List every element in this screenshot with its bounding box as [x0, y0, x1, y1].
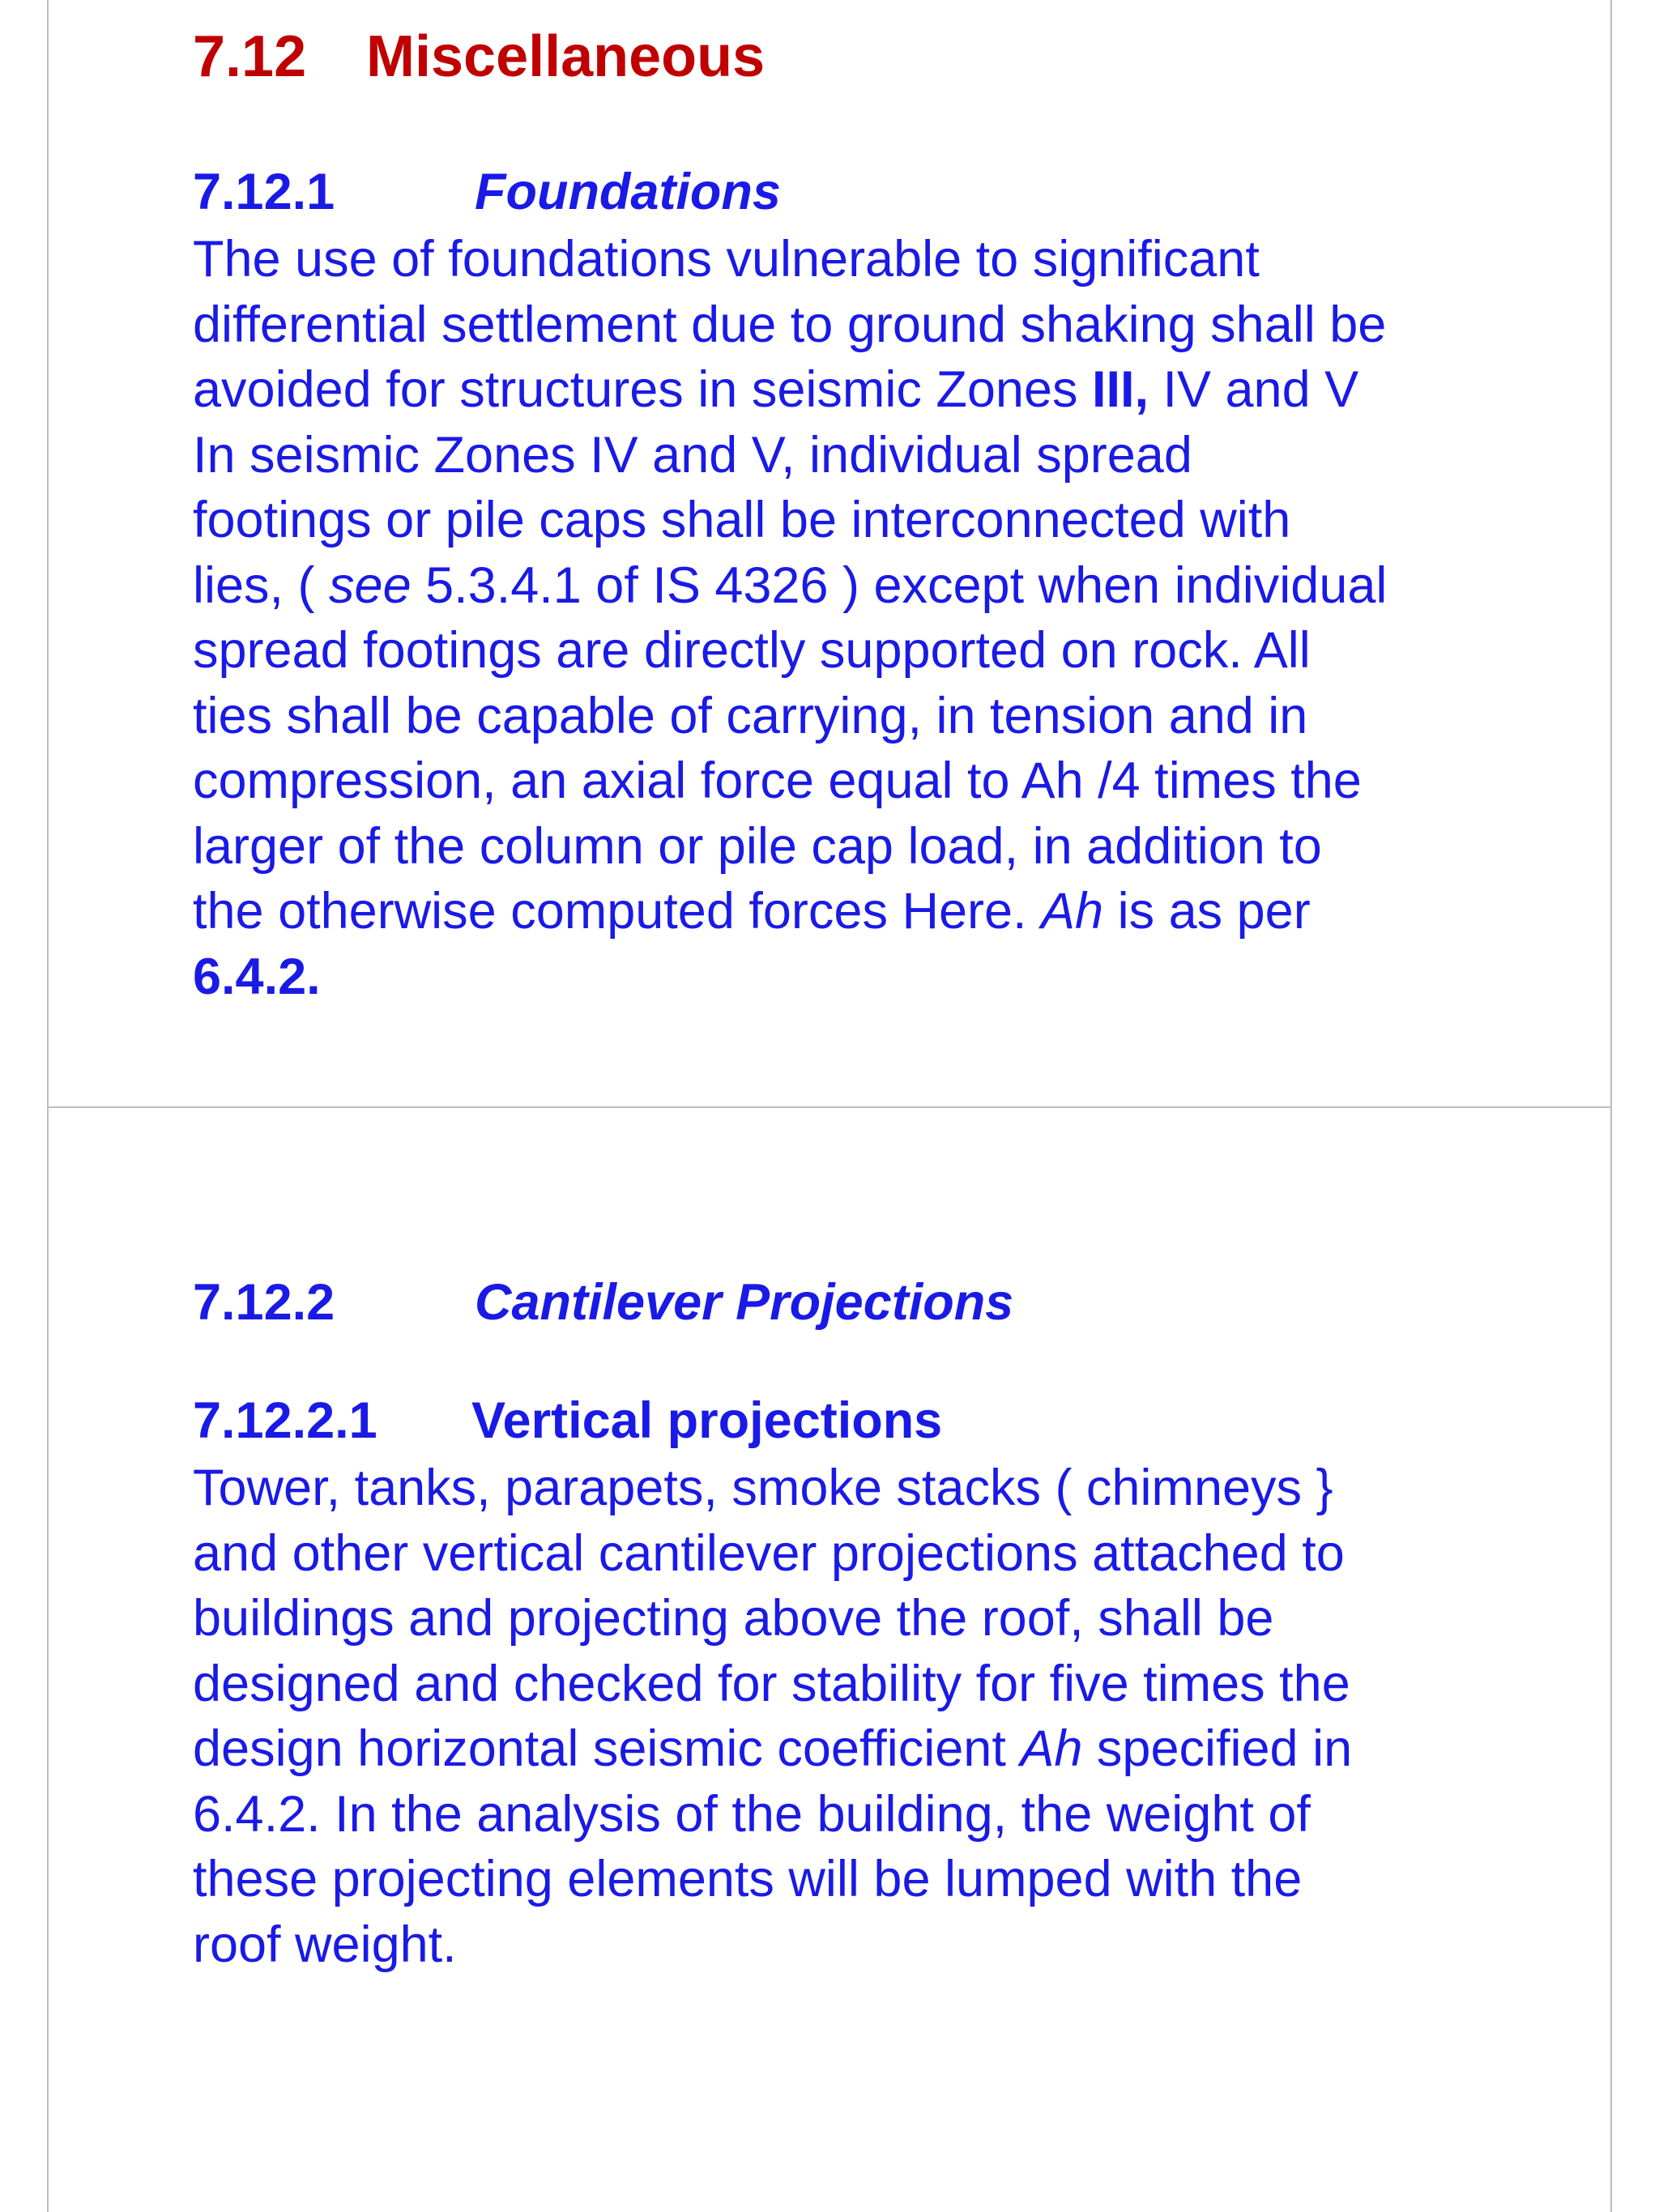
- slide-foundations: [193, 16, 1554, 1009]
- text-line: compression, an axial force equal to Ah /4 times the: [193, 752, 1362, 809]
- text-line: larger of the column or pile cap load, in addition to: [193, 817, 1322, 875]
- text-line: design horizontal seismic coefficient Ah specified in: [193, 1720, 1353, 1777]
- bold-reference: 6.4.2.: [193, 948, 321, 1005]
- main-heading: [193, 16, 1554, 97]
- bold-zone: III,: [1091, 361, 1149, 418]
- italic-ah: Ah: [1041, 883, 1104, 940]
- text-line: roof weight.: [193, 1916, 457, 1973]
- text-line: designed and checked for stability for five times the: [193, 1655, 1350, 1712]
- main-heading-title: Miscellaneous: [366, 24, 766, 89]
- text-line: these projecting elements will be lumped with the: [193, 1851, 1303, 1907]
- section-heading-cantilever: [193, 1268, 1554, 1337]
- text-line: The use of foundations vulnerable to significant: [193, 231, 1260, 288]
- subsection-title: Vertical projections: [471, 1392, 943, 1449]
- text-line: ties shall be capable of carrying, in tension and in: [193, 687, 1308, 744]
- text-line: differential settlement due to ground shaking shall be: [193, 296, 1387, 353]
- section-number: 7.12.1: [193, 164, 335, 220]
- italic-see: see: [329, 556, 412, 614]
- subsection-heading-vertical: [193, 1386, 1554, 1455]
- text-line: buildings and projecting above the roof, shall be: [193, 1590, 1274, 1647]
- text-line: In seismic Zones IV and V, individual spread: [193, 426, 1192, 484]
- text-line: spread footings are directly supported on rock. All: [193, 622, 1311, 679]
- main-heading-number: 7.12: [193, 24, 307, 89]
- text-line: the otherwise computed forces Here. Ah is as per: [193, 883, 1311, 940]
- foundations-paragraph: [193, 227, 1554, 1009]
- slide-cantilever: [193, 1268, 1554, 1977]
- text-line: lies, ( see 5.3.4.1 of IS 4326 ) except when individual: [193, 556, 1388, 614]
- text-line: 6.4.2. In the analysis of the building, the weight of: [193, 1785, 1311, 1843]
- text-line: Tower, tanks, parapets, smoke stacks ( chimneys }: [193, 1460, 1333, 1516]
- italic-ah: Ah: [1020, 1720, 1083, 1777]
- subsection-number: 7.12.2.1: [193, 1392, 377, 1449]
- text-line: avoided for structures in seismic Zones III, IV and V: [193, 361, 1359, 418]
- text-line: and other vertical cantilever projections attached to: [193, 1524, 1345, 1582]
- text-line: footings or pile caps shall be interconnected with: [193, 492, 1291, 548]
- section-heading-foundations: [193, 157, 1554, 227]
- section-title: Foundations: [475, 164, 781, 220]
- text-line: [193, 944, 1554, 1010]
- vertical-projections-paragraph: [193, 1455, 1554, 1977]
- section-title: Cantilever Projections: [475, 1274, 1014, 1331]
- section-number: 7.12.2: [193, 1274, 335, 1331]
- slide-divider: [47, 1106, 1612, 1108]
